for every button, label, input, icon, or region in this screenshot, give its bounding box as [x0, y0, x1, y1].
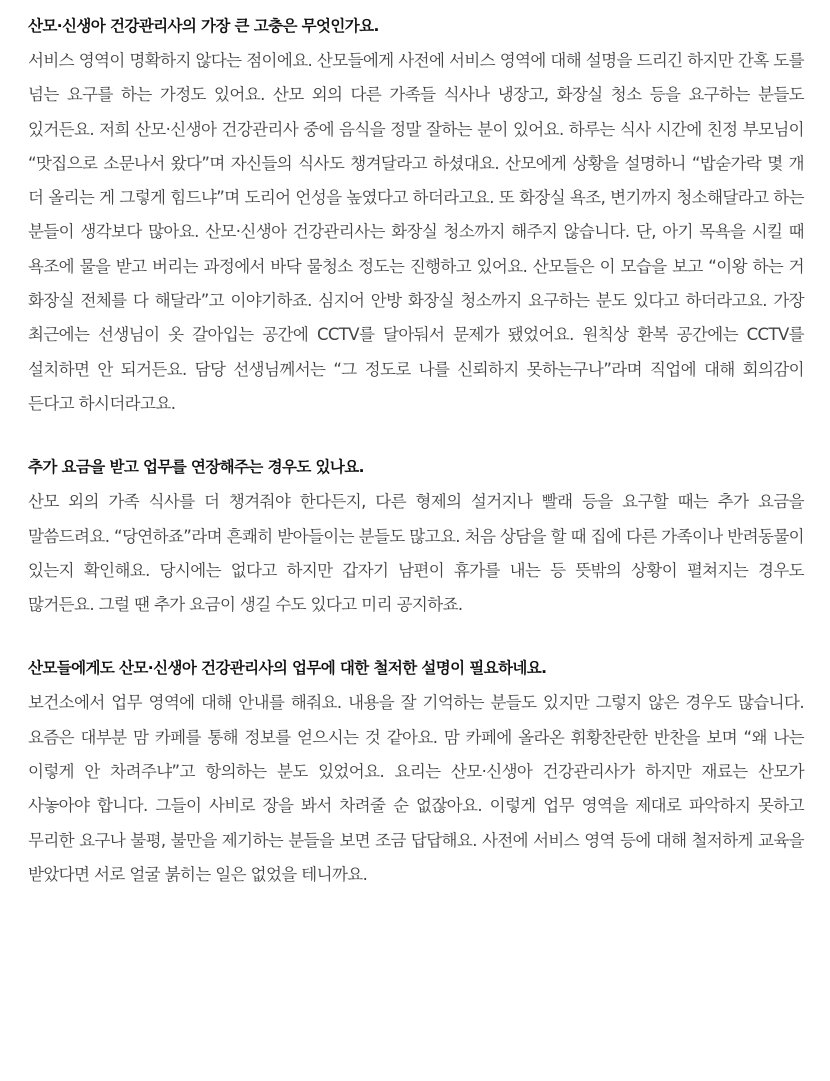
question-heading: 추가 요금을 받고 업무를 연장해주는 경우도 있나요.	[28, 458, 364, 477]
interview-article	[28, 8, 804, 892]
qa-section-2	[28, 449, 804, 622]
answer-paragraph: 보건소에서 업무 영역에 대해 안내를 해줘요. 내용을 잘 기억하는 분들도 있지만 그렇지 않은 경우도 많습니다. 요즘은 대부분 맘 카페를 통해 정보를 얻으시는 것 같아요. 맘 카페에 올라온 휘황찬란한 반찬을 보며 “왜 나는 이렇게 안 차려주냐”고 항의하는 분도 있었어요. 요리는 산모·신생아 건강관리사가 하지만 재료는 산모가 사놓아야 합니다. 그들이 사비로 장을 봐서 차려줄 순 없잖아요. 이렇게 업무 영역을 제대로 파악하지 못하고 무리한 요구나 불평, 불만을 제기하는 분들을 보면 조금 답답해요. 사전에 서비스 영역 등에 대해 철저하게 교육을 받았다면 서로 얼굴 붉히는 일은 없었을 테니까요.	[28, 693, 804, 884]
question-heading: 산모들에게도 산모·신생아 건강관리사의 업무에 대한 철저한 설명이 필요하네요.	[28, 659, 547, 678]
answer-paragraph: 산모 외의 가족 식사를 더 챙겨줘야 한다든지, 다른 형제의 설거지나 빨래 등을 요구할 때는 추가 요금을 말씀드려요. “당연하죠”라며 흔쾌히 받아들이는 분들도 많고요. 처음 상담을 할 때 집에 다른 가족이나 반려동물이 있는지 확인해요. 당시에는 없다고 하지만 갑자기 남편이 휴가를 내는 등 뜻밖의 상황이 펼쳐지는 경우도 많거든요. 그럴 땐 추가 요금이 생길 수도 있다고 미리 공지하죠.	[28, 492, 804, 615]
answer-paragraph: 서비스 영역이 명확하지 않다는 점이에요. 산모들에게 사전에 서비스 영역에 대해 설명을 드리긴 하지만 간혹 도를 넘는 요구를 하는 가정도 있어요. 산모 외의 다른 가족들 식사나 냉장고, 화장실 청소 등을 요구하는 분들도 있거든요. 저희 산모·신생아 건강관리사 중에 음식을 정말 잘하는 분이 있어요. 하루는 식사 시간에 친정 부모님이 “맛집으로 소문나서 왔다”며 자신들의 식사도 챙겨달라고 하셨대요. 산모에게 상황을 설명하니 “밥숟가락 몇 개 더 올리는 게 그렇게 힘드냐”며 도리어 언성을 높였다고 하더라고요. 또 화장실 욕조, 변기까지 청소해달라고 하는 분들이 생각보다 많아요. 산모·신생아 건강관리사는 화장실 청소까지 해주지 않습니다. 단, 아기 목욕을 시킬 때 욕조에 물을 받고 버리는 과정에서 바닥 물청소 정도는 진행하고 있어요. 산모들은 이 모습을 보고 “이왕 하는 거 화장실 전체를 다 해달라”고 이야기하죠. 심지어 안방 화장실 청소까지 요구하는 분도 있다고 하더라고요. 가장 최근에는 선생님이 옷 갈아입는 공간에 CCTV를 달아둬서 문제가 됐었어요. 원칙상 환복 공간에는 CCTV를 설치하면 안 되거든요. 담당 선생님께서는 “그 정도로 나를 신뢰하지 못하는구나”라며 직업에 대해 회의감이 든다고 하시더라고요.	[28, 51, 804, 413]
qa-section-1	[28, 8, 804, 421]
qa-section-3	[28, 650, 804, 892]
question-heading: 산모·신생아 건강관리사의 가장 큰 고충은 무엇인가요.	[28, 17, 379, 35]
